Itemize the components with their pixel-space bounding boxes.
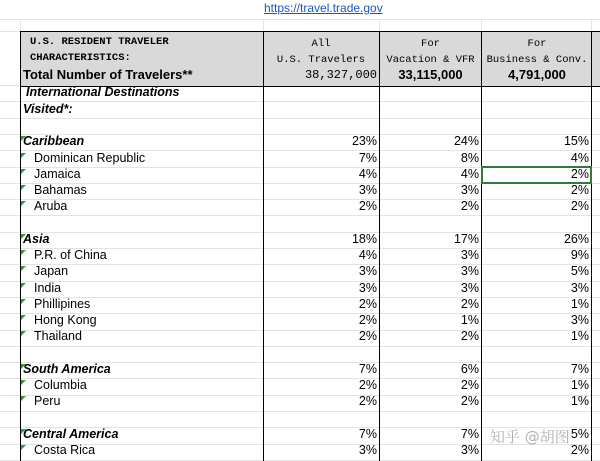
border-col-bus [481, 31, 482, 461]
col-all-line1: All [311, 38, 331, 50]
value-vacation[interactable]: 2% [460, 297, 479, 311]
value-vacation[interactable]: 2% [460, 329, 479, 343]
gridline-row [0, 264, 600, 265]
value-business[interactable]: 2% [570, 199, 589, 213]
gridline-row [0, 346, 600, 347]
value-all-travelers[interactable]: 2% [358, 199, 377, 213]
value-vacation[interactable]: 3% [460, 248, 479, 262]
value-business[interactable]: 26% [563, 232, 589, 246]
value-business[interactable]: 5% [570, 264, 589, 278]
border-col-vac [379, 31, 380, 461]
value-vacation[interactable]: 3% [460, 264, 479, 278]
col-vac-line2: Vacation & VFR [386, 54, 475, 66]
value-all-travelers[interactable]: 3% [358, 281, 377, 295]
country-label[interactable]: Costa Rica [34, 443, 96, 457]
error-indicator-icon [21, 445, 26, 450]
total-travelers-label: Total Number of Travelers** [23, 67, 193, 82]
value-vacation[interactable]: 2% [460, 378, 479, 392]
section-title-line2: Visited*: [23, 102, 73, 116]
value-vacation[interactable]: 7% [460, 427, 479, 441]
value-business[interactable]: 1% [570, 394, 589, 408]
col-all-line2: U.S. Travelers [276, 54, 366, 66]
country-label[interactable]: Japan [34, 264, 69, 278]
value-all-travelers[interactable]: 2% [358, 313, 377, 327]
error-indicator-icon [21, 396, 26, 401]
col-all-total: 38,327,000 [304, 68, 377, 82]
value-business[interactable]: 2% [570, 443, 589, 457]
gridline-row [0, 411, 600, 412]
country-label[interactable]: Aruba [34, 199, 68, 213]
value-vacation[interactable]: 3% [460, 183, 479, 197]
value-business[interactable]: 9% [570, 248, 589, 262]
value-business[interactable]: 3% [570, 313, 589, 327]
gridline-row [0, 134, 600, 135]
error-indicator-icon [21, 136, 26, 141]
value-vacation[interactable]: 17% [453, 232, 479, 246]
error-indicator-icon [21, 169, 26, 174]
country-label[interactable]: Bahamas [34, 183, 87, 197]
error-indicator-icon [21, 266, 26, 271]
country-label[interactable]: P.R. of China [34, 248, 107, 262]
country-label[interactable]: Hong Kong [34, 313, 97, 327]
col-vac-total: 33,115,000 [398, 67, 463, 82]
value-business[interactable]: 3% [570, 281, 589, 295]
value-business[interactable]: 4% [570, 151, 589, 165]
value-business[interactable]: 1% [570, 378, 589, 392]
section-title-line1: International Destinations [26, 85, 180, 99]
error-indicator-icon [21, 331, 26, 336]
col-vac-line1: For [421, 38, 440, 50]
value-all-travelers[interactable]: 3% [358, 443, 377, 457]
region-label[interactable]: South America [23, 362, 111, 376]
country-label[interactable]: Thailand [34, 329, 82, 343]
value-business[interactable]: 2% [570, 183, 589, 197]
error-indicator-icon [21, 283, 26, 288]
value-vacation[interactable]: 24% [453, 134, 479, 148]
value-vacation[interactable]: 3% [460, 443, 479, 457]
error-indicator-icon [21, 185, 26, 190]
value-vacation[interactable]: 4% [460, 167, 479, 181]
gridline-row [0, 395, 600, 396]
value-vacation[interactable]: 8% [460, 151, 479, 165]
country-label[interactable]: Phillipines [34, 297, 91, 311]
watermark: 知乎 @胡图 [490, 428, 570, 446]
header-title-line1: U.S. RESIDENT TRAVELER [30, 36, 169, 48]
value-all-travelers[interactable]: 7% [358, 427, 377, 441]
value-all-travelers[interactable]: 7% [358, 362, 377, 376]
value-vacation[interactable]: 2% [460, 199, 479, 213]
source-link[interactable]: https://travel.trade.gov [264, 1, 383, 15]
country-label[interactable]: India [34, 281, 62, 295]
region-label[interactable]: Central America [23, 427, 119, 441]
value-all-travelers[interactable]: 7% [358, 151, 377, 165]
error-indicator-icon [21, 315, 26, 320]
value-all-travelers[interactable]: 3% [358, 183, 377, 197]
border-right [591, 31, 592, 461]
gridline-row [0, 330, 600, 331]
value-business[interactable]: 15% [563, 134, 589, 148]
col-bus-line2: Business & Conv. [486, 54, 588, 66]
error-indicator-icon [21, 380, 26, 385]
gridline-row [0, 199, 600, 200]
value-vacation[interactable]: 1% [460, 313, 479, 327]
value-all-travelers[interactable]: 3% [358, 264, 377, 278]
col-bus-line1: For [527, 38, 547, 50]
error-indicator-icon [21, 201, 26, 206]
value-business[interactable]: 1% [570, 297, 589, 311]
value-business[interactable]: 7% [570, 362, 589, 376]
error-indicator-icon [21, 299, 26, 304]
value-all-travelers[interactable]: 2% [358, 297, 377, 311]
country-label[interactable]: Jamaica [34, 167, 81, 181]
value-business[interactable]: 1% [570, 329, 589, 343]
error-indicator-icon [21, 364, 26, 369]
gridline-row [0, 215, 600, 216]
region-label[interactable]: Asia [23, 232, 50, 246]
value-all-travelers[interactable]: 2% [358, 378, 377, 392]
value-business[interactable]: 2% [570, 167, 589, 181]
border-col-all [263, 31, 264, 461]
gridline-row [0, 378, 600, 379]
gridline-row [0, 232, 600, 233]
value-vacation[interactable]: 6% [460, 362, 479, 376]
error-indicator-icon [21, 250, 26, 255]
selected-cell[interactable] [481, 166, 592, 184]
error-indicator-icon [21, 234, 26, 239]
value-all-travelers[interactable]: 2% [358, 394, 377, 408]
value-vacation[interactable]: 3% [460, 281, 479, 295]
value-vacation[interactable]: 2% [460, 394, 479, 408]
value-all-travelers[interactable]: 4% [358, 167, 377, 181]
gridline-row [0, 281, 600, 282]
country-label[interactable]: Columbia [34, 378, 87, 392]
value-all-travelers[interactable]: 2% [358, 329, 377, 343]
gridline-row [0, 118, 600, 119]
error-indicator-icon [21, 429, 26, 434]
error-indicator-icon [21, 153, 26, 158]
gridline-row [0, 101, 600, 102]
gridline-row [0, 19, 600, 20]
col-bus-total: 4,791,000 [508, 67, 566, 82]
value-all-travelers[interactable]: 18% [351, 232, 377, 246]
country-label[interactable]: Peru [34, 394, 61, 408]
value-all-travelers[interactable]: 23% [351, 134, 377, 148]
header-title-line2: CHARACTERISTICS: [30, 52, 131, 64]
country-label[interactable]: Dominican Republic [34, 151, 146, 165]
value-all-travelers[interactable]: 4% [358, 248, 377, 262]
region-label[interactable]: Caribbean [23, 134, 85, 148]
value-business[interactable]: 5% [570, 427, 589, 441]
